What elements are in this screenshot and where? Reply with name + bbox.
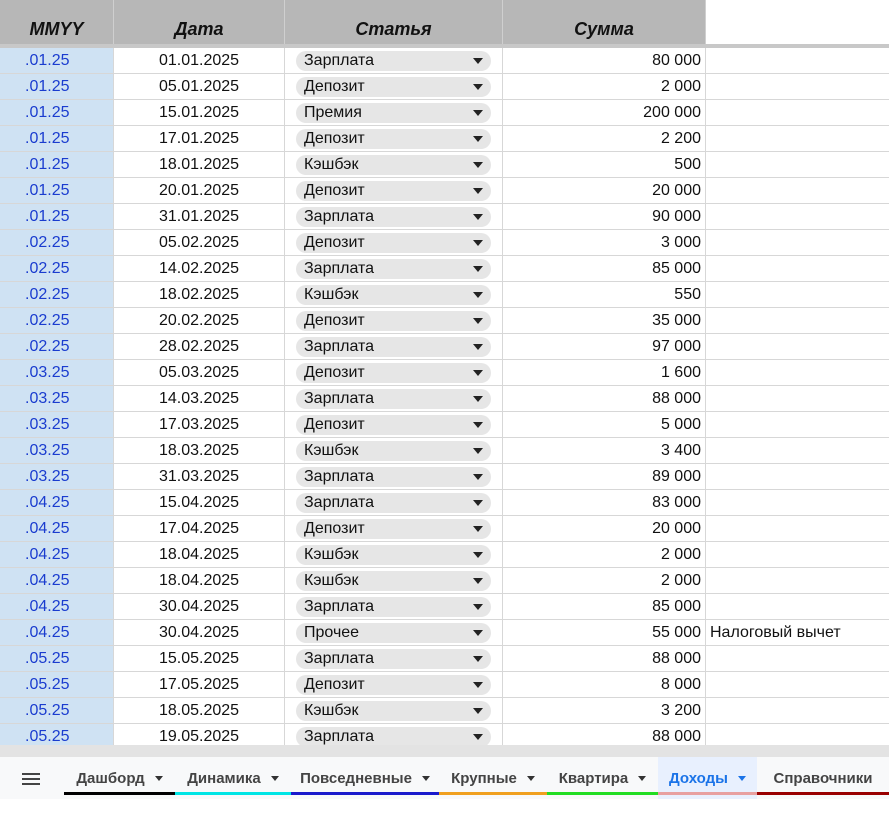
- caret-down-icon[interactable]: [473, 188, 483, 194]
- mmyy-cell[interactable]: .01.25: [0, 152, 114, 178]
- category-value: Депозит: [304, 676, 365, 693]
- date-cell[interactable]: 01.01.2025: [114, 48, 285, 74]
- sheet-tab-label: Доходы: [669, 769, 728, 787]
- note-cell[interactable]: [706, 698, 889, 724]
- category-value: Зарплата: [304, 338, 375, 355]
- category-cell[interactable]: [285, 334, 503, 360]
- tab-color-underline: [547, 792, 658, 795]
- amount-cell[interactable]: 97 000: [503, 334, 706, 360]
- category-value: Депозит: [304, 182, 365, 199]
- note-cell[interactable]: [706, 360, 889, 386]
- amount-cell[interactable]: 89 000: [503, 464, 706, 490]
- table-row: [0, 672, 889, 698]
- category-cell[interactable]: [285, 256, 503, 282]
- caret-down-icon[interactable]: [473, 214, 483, 220]
- category-dropdown-chip[interactable]: [296, 623, 491, 643]
- date-cell[interactable]: 18.05.2025: [114, 698, 285, 724]
- mmyy-cell[interactable]: .04.25: [0, 568, 114, 594]
- category-dropdown-chip[interactable]: [296, 493, 491, 513]
- date-cell[interactable]: 14.02.2025: [114, 256, 285, 282]
- mmyy-cell[interactable]: .01.25: [0, 178, 114, 204]
- amount-cell[interactable]: 8 000: [503, 672, 706, 698]
- column-header-category[interactable]: Статья: [285, 0, 503, 44]
- category-cell[interactable]: [285, 568, 503, 594]
- category-dropdown-chip[interactable]: [296, 649, 491, 669]
- category-cell[interactable]: [285, 672, 503, 698]
- amount-cell[interactable]: 88 000: [503, 386, 706, 412]
- category-value: Депозит: [304, 234, 365, 251]
- note-cell[interactable]: [706, 74, 889, 100]
- note-cell[interactable]: [706, 126, 889, 152]
- category-dropdown-chip[interactable]: [296, 207, 491, 227]
- mmyy-cell[interactable]: .01.25: [0, 100, 114, 126]
- category-cell[interactable]: [285, 698, 503, 724]
- category-dropdown-chip[interactable]: [296, 441, 491, 461]
- category-cell[interactable]: [285, 308, 503, 334]
- table-row: [0, 308, 889, 334]
- caret-down-icon[interactable]: [473, 734, 483, 740]
- table-row: [0, 542, 889, 568]
- table-row: [0, 152, 889, 178]
- category-value: Кэшбэк: [304, 156, 359, 173]
- category-cell[interactable]: [285, 152, 503, 178]
- category-cell[interactable]: [285, 490, 503, 516]
- category-value: Зарплата: [304, 598, 375, 615]
- note-cell[interactable]: [706, 334, 889, 360]
- table-row: [0, 698, 889, 724]
- category-value: Кэшбэк: [304, 572, 359, 589]
- note-cell[interactable]: Налоговый вычет: [706, 620, 889, 646]
- date-cell[interactable]: 15.04.2025: [114, 490, 285, 516]
- mmyy-cell[interactable]: .04.25: [0, 594, 114, 620]
- table-row: [0, 230, 889, 256]
- category-value: Премия: [304, 104, 362, 121]
- category-value: Депозит: [304, 78, 365, 95]
- category-value: Зарплата: [304, 208, 375, 225]
- date-cell[interactable]: 18.01.2025: [114, 152, 285, 178]
- sheet-tab[interactable]: [547, 757, 658, 799]
- category-value: Депозит: [304, 130, 365, 147]
- table-row: [0, 568, 889, 594]
- date-cell[interactable]: 18.03.2025: [114, 438, 285, 464]
- mmyy-cell[interactable]: .02.25: [0, 230, 114, 256]
- category-cell[interactable]: [285, 620, 503, 646]
- caret-down-icon[interactable]: [473, 552, 483, 558]
- sheet-tab-label: Динамика: [187, 769, 261, 787]
- note-cell[interactable]: [706, 152, 889, 178]
- caret-down-icon[interactable]: [473, 630, 483, 636]
- mmyy-cell[interactable]: .03.25: [0, 386, 114, 412]
- amount-cell[interactable]: 20 000: [503, 178, 706, 204]
- note-cell[interactable]: [706, 204, 889, 230]
- table-row: [0, 438, 889, 464]
- mmyy-cell[interactable]: .03.25: [0, 438, 114, 464]
- note-cell[interactable]: [706, 568, 889, 594]
- amount-cell[interactable]: 5 000: [503, 412, 706, 438]
- caret-down-icon[interactable]: [473, 708, 483, 714]
- caret-down-icon[interactable]: [473, 474, 483, 480]
- category-value: Прочее: [304, 624, 360, 641]
- amount-cell[interactable]: 200 000: [503, 100, 706, 126]
- category-dropdown-chip[interactable]: [296, 337, 491, 357]
- amount-cell[interactable]: 2 200: [503, 126, 706, 152]
- sheet-tab-label: Квартира: [558, 769, 629, 787]
- sheet-tab-label: Повседневные: [300, 769, 412, 787]
- category-dropdown-chip[interactable]: [296, 233, 491, 253]
- category-dropdown-chip[interactable]: [296, 701, 491, 721]
- category-dropdown-chip[interactable]: [296, 597, 491, 617]
- category-dropdown-chip[interactable]: [296, 675, 491, 695]
- mmyy-cell[interactable]: .01.25: [0, 126, 114, 152]
- date-cell[interactable]: 05.03.2025: [114, 360, 285, 386]
- table-row: [0, 464, 889, 490]
- date-cell[interactable]: 15.01.2025: [114, 100, 285, 126]
- tab-color-underline: [291, 792, 439, 795]
- category-dropdown-chip[interactable]: [296, 415, 491, 435]
- note-cell[interactable]: [706, 282, 889, 308]
- category-dropdown-chip[interactable]: [296, 571, 491, 591]
- caret-down-icon[interactable]: [473, 58, 483, 64]
- date-cell[interactable]: 31.01.2025: [114, 204, 285, 230]
- category-dropdown-chip[interactable]: [296, 259, 491, 279]
- tab-color-underline: [64, 792, 175, 795]
- caret-down-icon[interactable]: [473, 110, 483, 116]
- date-cell[interactable]: 20.01.2025: [114, 178, 285, 204]
- category-cell[interactable]: [285, 360, 503, 386]
- category-dropdown-chip[interactable]: [296, 285, 491, 305]
- amount-cell[interactable]: 88 000: [503, 646, 706, 672]
- category-cell[interactable]: [285, 542, 503, 568]
- column-header-empty[interactable]: [706, 0, 889, 44]
- table-row: [0, 412, 889, 438]
- amount-cell[interactable]: 20 000: [503, 516, 706, 542]
- amount-cell[interactable]: 85 000: [503, 256, 706, 282]
- caret-down-icon[interactable]: [473, 500, 483, 506]
- amount-cell[interactable]: 2 000: [503, 74, 706, 100]
- tab-color-underline: [175, 792, 291, 795]
- amount-cell[interactable]: 500: [503, 152, 706, 178]
- sheet-tab[interactable]: [175, 757, 291, 799]
- table-row: [0, 100, 889, 126]
- date-cell[interactable]: 15.05.2025: [114, 646, 285, 672]
- caret-down-icon[interactable]: [473, 422, 483, 428]
- date-cell[interactable]: 18.04.2025: [114, 568, 285, 594]
- table-row: [0, 516, 889, 542]
- caret-down-icon[interactable]: [271, 776, 279, 781]
- date-cell[interactable]: 20.02.2025: [114, 308, 285, 334]
- caret-down-icon[interactable]: [738, 776, 746, 781]
- caret-down-icon[interactable]: [473, 370, 483, 376]
- category-value: Кэшбэк: [304, 702, 359, 719]
- sheet-tab[interactable]: [658, 757, 757, 799]
- mmyy-cell[interactable]: .04.25: [0, 490, 114, 516]
- table-row: [0, 48, 889, 74]
- category-cell[interactable]: [285, 594, 503, 620]
- caret-down-icon[interactable]: [473, 578, 483, 584]
- date-cell[interactable]: 28.02.2025: [114, 334, 285, 360]
- category-value: Зарплата: [304, 260, 375, 277]
- table-row: [0, 74, 889, 100]
- mmyy-cell[interactable]: .05.25: [0, 724, 114, 750]
- note-cell[interactable]: [706, 48, 889, 74]
- category-value: Зарплата: [304, 52, 375, 69]
- table-row: [0, 282, 889, 308]
- category-dropdown-chip[interactable]: [296, 129, 491, 149]
- mmyy-cell[interactable]: .05.25: [0, 646, 114, 672]
- table-row: [0, 594, 889, 620]
- category-cell[interactable]: [285, 100, 503, 126]
- amount-cell[interactable]: 3 000: [503, 230, 706, 256]
- amount-cell[interactable]: 55 000: [503, 620, 706, 646]
- category-dropdown-chip[interactable]: [296, 363, 491, 383]
- category-cell[interactable]: [285, 516, 503, 542]
- sheet-tab[interactable]: [757, 757, 889, 799]
- table-row: [0, 620, 889, 646]
- mmyy-cell[interactable]: .05.25: [0, 672, 114, 698]
- category-value: Депозит: [304, 312, 365, 329]
- caret-down-icon[interactable]: [473, 136, 483, 142]
- category-dropdown-chip[interactable]: [296, 155, 491, 175]
- category-dropdown-chip[interactable]: [296, 311, 491, 331]
- amount-cell[interactable]: 83 000: [503, 490, 706, 516]
- category-value: Зарплата: [304, 728, 375, 745]
- column-header-amount[interactable]: Сумма: [503, 0, 706, 44]
- amount-cell[interactable]: 35 000: [503, 308, 706, 334]
- caret-down-icon[interactable]: [473, 84, 483, 90]
- note-cell[interactable]: [706, 386, 889, 412]
- amount-cell[interactable]: 90 000: [503, 204, 706, 230]
- amount-cell[interactable]: 2 000: [503, 568, 706, 594]
- category-cell[interactable]: [285, 282, 503, 308]
- caret-down-icon[interactable]: [473, 162, 483, 168]
- table-row: [0, 178, 889, 204]
- amount-cell[interactable]: 85 000: [503, 594, 706, 620]
- table-row: [0, 646, 889, 672]
- category-dropdown-chip[interactable]: [296, 77, 491, 97]
- caret-down-icon[interactable]: [422, 776, 430, 781]
- amount-cell[interactable]: 88 000: [503, 724, 706, 750]
- horizontal-scrollbar[interactable]: [0, 745, 889, 757]
- mmyy-cell[interactable]: .01.25: [0, 204, 114, 230]
- category-dropdown-chip[interactable]: [296, 545, 491, 565]
- tab-color-underline: [439, 792, 547, 795]
- sheet-tab[interactable]: [64, 757, 175, 799]
- amount-cell[interactable]: 80 000: [503, 48, 706, 74]
- date-cell[interactable]: 14.03.2025: [114, 386, 285, 412]
- mmyy-cell[interactable]: .01.25: [0, 48, 114, 74]
- category-cell[interactable]: [285, 204, 503, 230]
- date-cell[interactable]: 05.01.2025: [114, 74, 285, 100]
- table-row: [0, 126, 889, 152]
- note-cell[interactable]: [706, 308, 889, 334]
- category-cell[interactable]: [285, 74, 503, 100]
- sheet-tab-label: Справочники: [773, 769, 873, 787]
- note-cell[interactable]: [706, 256, 889, 282]
- caret-down-icon[interactable]: [473, 396, 483, 402]
- caret-down-icon[interactable]: [473, 292, 483, 298]
- category-value: Депозит: [304, 520, 365, 537]
- category-value: Кэшбэк: [304, 546, 359, 563]
- category-value: Зарплата: [304, 494, 375, 511]
- category-dropdown-chip[interactable]: [296, 103, 491, 123]
- note-cell[interactable]: [706, 178, 889, 204]
- column-header-mmyy[interactable]: MMYY: [0, 0, 114, 44]
- tab-color-underline: [757, 792, 889, 795]
- caret-down-icon[interactable]: [527, 776, 535, 781]
- caret-down-icon[interactable]: [155, 776, 163, 781]
- category-cell[interactable]: [285, 230, 503, 256]
- date-cell[interactable]: 05.02.2025: [114, 230, 285, 256]
- category-cell[interactable]: [285, 464, 503, 490]
- caret-down-icon[interactable]: [473, 344, 483, 350]
- category-cell[interactable]: [285, 412, 503, 438]
- note-cell[interactable]: [706, 464, 889, 490]
- caret-down-icon[interactable]: [638, 776, 646, 781]
- note-cell[interactable]: [706, 100, 889, 126]
- note-cell[interactable]: [706, 646, 889, 672]
- mmyy-cell[interactable]: .04.25: [0, 620, 114, 646]
- category-value: Депозит: [304, 364, 365, 381]
- category-dropdown-chip[interactable]: [296, 181, 491, 201]
- mmyy-cell[interactable]: .05.25: [0, 698, 114, 724]
- mmyy-cell[interactable]: .03.25: [0, 464, 114, 490]
- date-cell[interactable]: 30.04.2025: [114, 620, 285, 646]
- note-cell[interactable]: [706, 230, 889, 256]
- table-row: [0, 490, 889, 516]
- amount-cell[interactable]: 3 400: [503, 438, 706, 464]
- amount-cell[interactable]: 550: [503, 282, 706, 308]
- category-value: Кэшбэк: [304, 286, 359, 303]
- date-cell[interactable]: 30.04.2025: [114, 594, 285, 620]
- category-dropdown-chip[interactable]: [296, 389, 491, 409]
- date-cell[interactable]: 18.04.2025: [114, 542, 285, 568]
- category-dropdown-chip[interactable]: [296, 519, 491, 539]
- table-row: [0, 256, 889, 282]
- note-cell[interactable]: [706, 516, 889, 542]
- sheet-tab-label: Дашборд: [76, 769, 145, 787]
- category-cell[interactable]: [285, 48, 503, 74]
- note-cell[interactable]: [706, 490, 889, 516]
- date-cell[interactable]: 18.02.2025: [114, 282, 285, 308]
- column-header-date[interactable]: Дата: [114, 0, 285, 44]
- table-row: [0, 334, 889, 360]
- amount-cell[interactable]: 1 600: [503, 360, 706, 386]
- category-cell[interactable]: [285, 386, 503, 412]
- category-value: Кэшбэк: [304, 442, 359, 459]
- category-dropdown-chip[interactable]: [296, 51, 491, 71]
- table-row: [0, 204, 889, 230]
- mmyy-cell[interactable]: .02.25: [0, 334, 114, 360]
- category-cell[interactable]: [285, 178, 503, 204]
- date-cell[interactable]: 17.04.2025: [114, 516, 285, 542]
- amount-cell[interactable]: 2 000: [503, 542, 706, 568]
- note-cell[interactable]: [706, 594, 889, 620]
- date-cell[interactable]: 17.01.2025: [114, 126, 285, 152]
- category-dropdown-chip[interactable]: [296, 727, 491, 747]
- caret-down-icon[interactable]: [473, 240, 483, 246]
- note-cell[interactable]: [706, 438, 889, 464]
- date-cell[interactable]: 17.03.2025: [114, 412, 285, 438]
- note-cell[interactable]: [706, 542, 889, 568]
- tab-color-underline: [658, 792, 757, 795]
- caret-down-icon[interactable]: [473, 604, 483, 610]
- mmyy-cell[interactable]: .02.25: [0, 308, 114, 334]
- table-row: [0, 386, 889, 412]
- category-cell[interactable]: [285, 438, 503, 464]
- category-dropdown-chip[interactable]: [296, 467, 491, 487]
- mmyy-cell[interactable]: .04.25: [0, 516, 114, 542]
- category-value: Зарплата: [304, 468, 375, 485]
- mmyy-cell[interactable]: .01.25: [0, 74, 114, 100]
- hamburger-menu-icon[interactable]: [22, 773, 40, 785]
- sheet-tab-bar: [0, 757, 889, 799]
- mmyy-cell[interactable]: .04.25: [0, 542, 114, 568]
- caret-down-icon[interactable]: [473, 526, 483, 532]
- caret-down-icon[interactable]: [473, 448, 483, 454]
- table-row: [0, 360, 889, 386]
- caret-down-icon[interactable]: [473, 266, 483, 272]
- date-cell[interactable]: 31.03.2025: [114, 464, 285, 490]
- mmyy-cell[interactable]: .02.25: [0, 282, 114, 308]
- category-value: Зарплата: [304, 650, 375, 667]
- note-cell[interactable]: [706, 412, 889, 438]
- caret-down-icon[interactable]: [473, 318, 483, 324]
- sheet-tab[interactable]: [291, 757, 439, 799]
- category-value: Депозит: [304, 416, 365, 433]
- date-cell[interactable]: 19.05.2025: [114, 724, 285, 750]
- caret-down-icon[interactable]: [473, 682, 483, 688]
- sheet-tab[interactable]: [439, 757, 547, 799]
- sheet-tab-label: Крупные: [451, 769, 517, 787]
- mmyy-cell[interactable]: .03.25: [0, 360, 114, 386]
- category-cell[interactable]: [285, 646, 503, 672]
- category-cell[interactable]: [285, 126, 503, 152]
- caret-down-icon[interactable]: [473, 656, 483, 662]
- category-value: Зарплата: [304, 390, 375, 407]
- amount-cell[interactable]: 3 200: [503, 698, 706, 724]
- mmyy-cell[interactable]: .03.25: [0, 412, 114, 438]
- mmyy-cell[interactable]: .02.25: [0, 256, 114, 282]
- date-cell[interactable]: 17.05.2025: [114, 672, 285, 698]
- note-cell[interactable]: [706, 672, 889, 698]
